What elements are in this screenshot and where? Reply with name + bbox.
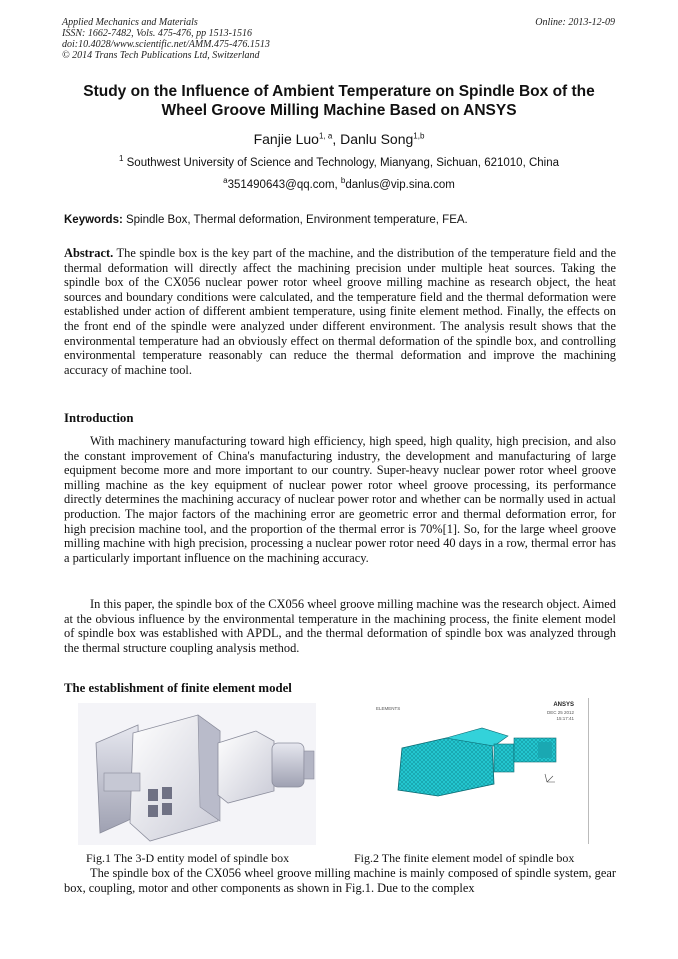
fe-plot-time: 15:17:41: [556, 716, 574, 721]
spindle-box-3d-model: [78, 703, 316, 845]
figure-2-caption: Fig.2 The finite element model of spindle box: [354, 851, 575, 865]
title-line-1: Study on the Influence of Ambient Temperature on Spindle Box of the: [83, 83, 595, 100]
abstract-label: Abstract.: [64, 246, 114, 260]
issn-line: ISSN: 1662-7482, Vols. 475-476, pp 1513-1516: [62, 28, 252, 39]
journal-name: Applied Mechanics and Materials: [62, 17, 198, 28]
introduction-paragraph-1: With machinery manufacturing toward high efficiency, high speed, high quality, high precision, and also the constant improvement of China's manufacturing industry, the development and manufacturing of large equipment become more and more important to our country. Super-heavy nuclear power rotor wheel groove milling machine as the key equipment of nuclear power rotor wheel groove processing, its performance directly determines the machining accuracy of nuclear power rotor and whether can be normally used in actual production. The major factors of the machining error are geometric error and thermal deformation error, for high precision machine tool, and the proportion of the thermal error is 70%[1]. So, for the large wheel groove milling machine with high precision, processing a nuclear power rotor need 40 days in a row, thermal error has a particularly important influence on the machining accuracy.: [64, 434, 616, 565]
fe-plot-date: DEC 25 2012: [546, 710, 574, 715]
author-2: Danlu Song: [340, 131, 414, 147]
fem-paragraph-1: The spindle box of the CX056 wheel groove milling machine is mainly composed of spindle system, gear box, coupling, motor and other components as shown in Fig.1. Due to the complex: [64, 866, 616, 895]
spindle-box-fe-mesh: [362, 698, 588, 844]
author-separator: ,: [332, 131, 341, 147]
affiliation: [0, 154, 678, 169]
abstract-text: The spindle box is the key part of the machine, and the distribution of the temperature field and the thermal deformation will directly affect the machining precision under multiple heat sources. Taking the spindle box of the CX056 nuclear power rotor wheel groove milling machine as research object, the heat sources and boundary conditions were calculated, and the temperature field and the thermal deformation were established under action of different ambient temperature, using finite element method. Finally, the effects on the front end of the spindle were analyzed under different environment. The analysis result shows that the environmental temperature had an obviously effect on thermal deformation of the spindle box, and controlling environmental temperature reasonably can reduce the thermal deformation and improve the machining accuracy of machine tool.: [64, 246, 616, 377]
email-a-sup: a: [223, 176, 228, 186]
email-b-sup: b: [340, 176, 346, 186]
ansys-logo: ANSYS: [553, 702, 574, 708]
email-b[interactable]: danlus@vip.sina.com: [345, 179, 455, 191]
doi-line: doi:10.4028/www.scientific.net/AMM.475-476.1513: [62, 39, 270, 50]
email-a[interactable]: 351490643@qq.com,: [227, 179, 341, 191]
keywords: [64, 214, 616, 226]
copyright-line: © 2014 Trans Tech Publications Ltd, Switzerland: [62, 50, 260, 61]
keywords-text: Spindle Box, Thermal deformation, Environment temperature, FEA.: [122, 214, 468, 226]
paper-title: [40, 82, 638, 120]
author-1-sup: 1, a: [318, 131, 333, 141]
figure-2-image: [362, 698, 589, 844]
introduction-paragraph-2: In this paper, the spindle box of the CX056 wheel groove milling machine was the research object. Aimed at the obvious influence by the environmental temperature in the machining process, the finite element model of spindle box was established with APDL, and the thermal deformation of spindle box was analyzed through the thermal structure coupling analysis method.: [64, 597, 616, 655]
figure-1-image: [78, 703, 316, 845]
introduction-heading: Introduction: [64, 411, 134, 425]
author-emails: [0, 176, 678, 191]
affiliation-sup: 1: [118, 154, 124, 164]
keywords-label: Keywords:: [64, 214, 123, 226]
author-1: Fanjie Luo: [253, 131, 319, 147]
fem-section-heading: The establishment of finite element model: [64, 681, 292, 695]
abstract: [64, 246, 616, 377]
author-2-sup: 1,b: [413, 131, 425, 141]
title-line-2: Wheel Groove Milling Machine Based on ANSYS: [161, 102, 517, 119]
affiliation-text: Southwest University of Science and Technology, Mianyang, Sichuan, 621010, China: [126, 157, 560, 169]
fe-plot-label: ELEMENTS: [376, 706, 401, 711]
author-list: [0, 131, 678, 147]
online-date: Online: 2013-12-09: [535, 17, 615, 28]
figure-1-caption: Fig.1 The 3-D entity model of spindle box: [86, 851, 290, 865]
